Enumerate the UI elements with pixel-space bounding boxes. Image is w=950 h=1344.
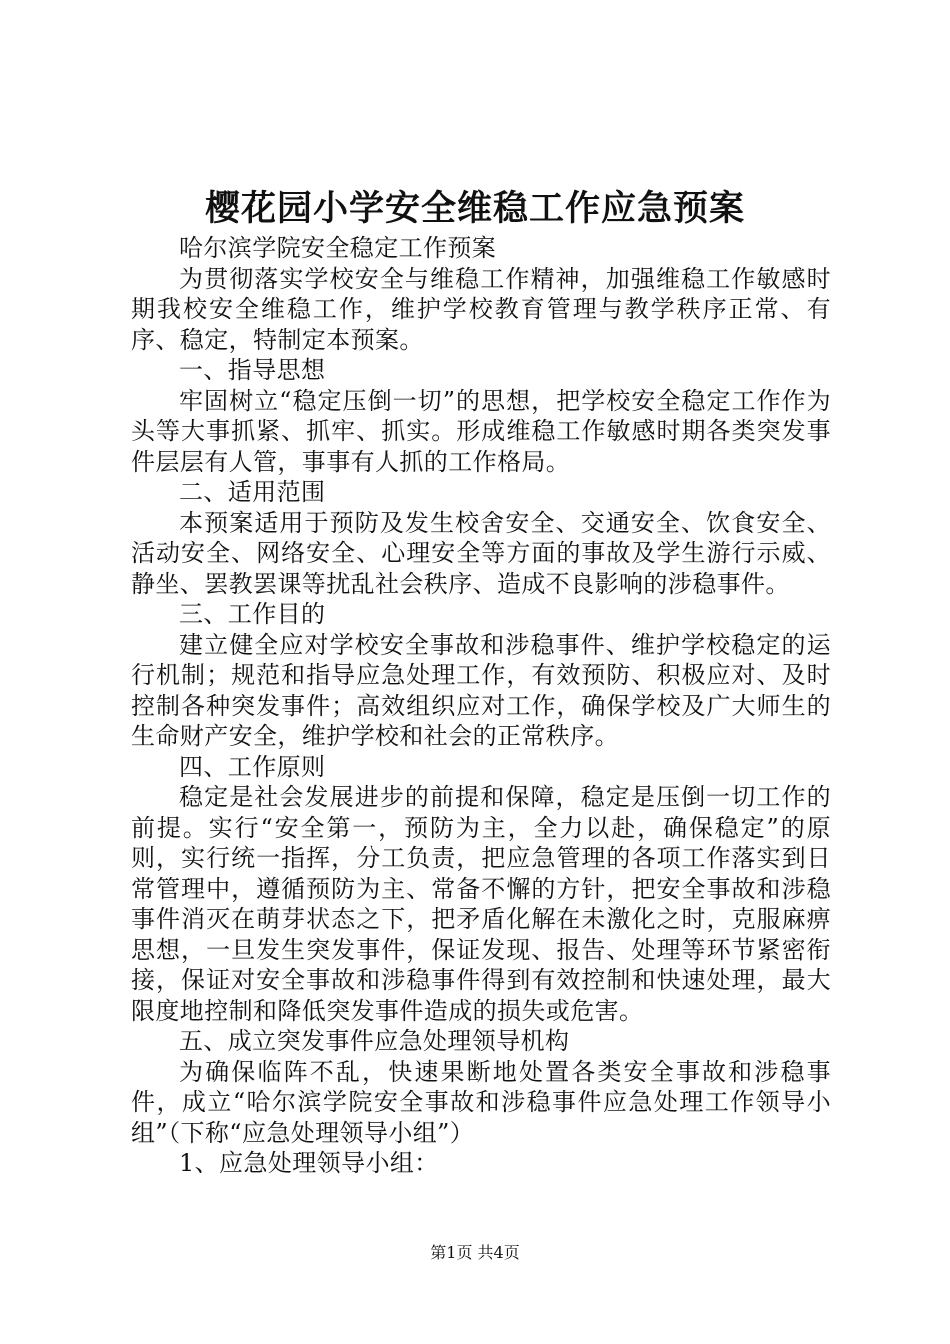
section-heading-3: 三、工作目的 [179, 600, 326, 628]
paragraph-section-4: 稳定是社会发展进步的前提和保障，稳定是压倒一切工作的前提。实行“安全第一，预防为主，全力以赴，确保稳定”的原则，实行统一指挥，分工负责，把应急管理的各项工作落实到日常管理中，遵循预防为主、常备不懈的方针，把安全事故和涉稳事件消灭在萌芽状态之下，把矛盾化解在未激化之时，克服麻痹思想，一旦发生突发事件，保证发现、报告、处理等环节紧密衔接，保证对安全事故和涉稳事件得到有效控制和快速处理，最大限度地控制和降低突发事件造成的损失或危害。 [131, 783, 831, 1025]
page-footer: 第1页 共4页 [430, 1243, 520, 1262]
section-heading-2: 二、适用范围 [179, 478, 326, 506]
paragraph-section-1: 牢固树立“稳定压倒一切”的思想，把学校安全稳定工作作为头等大事抓紧、抓牢、抓实。形成维稳工作敏感时期各类突发事件层层有人管，事事有人抓的工作格局。 [131, 386, 831, 476]
sub-item-1: 1、应急处理领导小组： [179, 1149, 439, 1177]
paragraph-section-2: 本预案适用于预防及发生校舍安全、交通安全、饮食安全、活动安全、网络安全、心理安全等方面的事故及学生游行示威、静坐、罢教罢课等扰乱社会秩序、造成不良影响的涉稳事件。 [131, 508, 831, 598]
section-heading-4: 四、工作原则 [179, 752, 326, 781]
document-body [131, 233, 831, 1179]
paragraph-section-3: 建立健全应对学校安全事故和涉稳事件、维护学校稳定的运行机制；规范和指导应急处理工作，有效预防、积极应对、及时控制各种突发事件；高效组织应对工作，确保学校及广大师生的生命财产安全，维护学校和社会的正常秩序。 [131, 630, 831, 750]
section-heading-5: 五、成立突发事件应急处理领导机构 [179, 1027, 570, 1055]
document-title: 樱花园小学安全维稳工作应急预案 [204, 188, 745, 229]
paragraph-subtitle: 哈尔滨学院安全稳定工作预案 [179, 234, 497, 262]
paragraph-section-5: 为确保临阵不乱，快速果断地处置各类安全事故和涉稳事件，成立“哈尔滨学院安全事故和涉稳事件应急处理工作领导小组”（下称“应急处理领导小组”） [131, 1057, 831, 1147]
paragraph-intro: 为贯彻落实学校安全与维稳工作精神，加强维稳工作敏感时期我校安全维稳工作，维护学校教育管理与教学秩序正常、有序、稳定，特制定本预案。 [131, 264, 831, 354]
section-heading-1: 一、指导思想 [179, 356, 326, 384]
